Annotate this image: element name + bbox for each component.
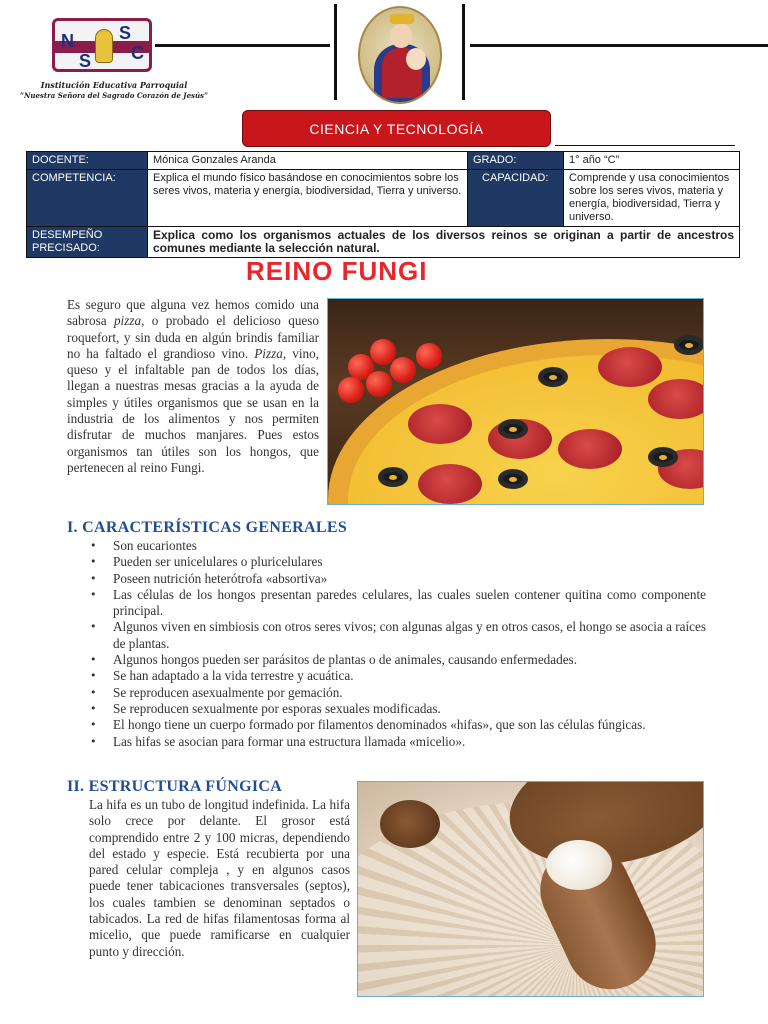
subject-rule [555,145,735,146]
logo-letter-s: S [119,23,132,43]
list-item: • Las células de los hongos presentan paredes celulares, las cuales suelen contener quitina como componente principal. [90,587,706,620]
desempeno-label [27,227,148,258]
estructura-paragraph: La hifa es un tubo de longitud indefinida. La hifa solo crece por delante. El grosor está comprendido entre 2 y 100 micras, dependiendo del estado y especie. Está recubierta por una pared celular compleja , y en algunos casos puede tener tabicaciones transversales (septos), los cuales tambien se denominan septados o tabicados. La red de hifas filamentosas forma al micelio, que puede ramificarse en cualquier punto y dirección. [89,797,350,959]
logo-letter-s2: S [79,51,92,71]
list-item: • Se han adaptado a la vida terrestre y acuática. [90,668,706,684]
header-rule-left [155,44,330,47]
logo-letter-c: C [131,43,144,63]
section-heading-caracteristicas: I. CARACTERÍSTICAS GENERALES [67,519,348,536]
course-info-table [26,151,740,258]
virgin-medallion-icon [358,6,442,104]
logo-letter-n: N [61,31,74,51]
intro-paragraph: Es seguro que alguna vez hemos comido una sabrosa pizza, o probado el delicioso queso roquefort, y sin duda en algún brindis familiar no ha faltado el grandioso vino. Pizza, vino, queso y el infaltable pan de todos los días, llegan a nuestras mesas gracias a la ayuda de simples y útiles organismos que se usan en la industria de los alimentos y nos permiten disfrutar de muchos manjares. Pues estos organismos tan útiles son los hongos, que pertenecen al reino Fungi. [67,297,319,475]
grado-value: 1° año “C” [564,152,740,170]
institution-fullname: “Nuestra Señora del Sagrado Corazón de Jesús” [19,91,209,100]
list-item: • Son eucariontes [90,538,706,554]
institution-name: Institución Educativa Parroquial [40,80,188,90]
list-item: • Poseen nutrición heterótrofa «absortiva» [90,571,706,587]
page-title: REINO FUNGI [246,256,428,286]
desempeno-label-line1: DESEMPEÑO [32,229,103,241]
capacidad-value: Comprende y usa conocimientos sobre los seres vivos, materia y energía, biodiversidad, Tierra y universo. [564,170,740,227]
mushroom-image [357,781,704,997]
section-heading-estructura: II. ESTRUCTURA FÚNGICA [67,778,283,795]
grado-label: GRADO: [468,152,564,170]
list-item: • Pueden ser unicelulares o pluricelulares [90,554,706,570]
header-divider-left [334,4,337,100]
list-item: • Las hifas se asocian para formar una estructura llamada «micelio». [90,734,706,750]
competencia-label: COMPETENCIA: [27,170,148,227]
characteristics-list [90,538,706,750]
pizza-image [327,298,704,505]
header-divider-right [462,4,465,100]
list-item: • Algunos viven en simbiosis con otros seres vivos; con algunas algas y en otros casos, el hongo se asocia a raíces de plantas. [90,619,706,652]
docente-value: Mónica Gonzales Aranda [148,152,468,170]
crest-icon [95,29,113,63]
desempeno-value: Explica como los organismos actuales de los diversos reinos se originan a partir de ancestros comunes mediante la selección natural. [148,227,740,258]
list-item: • Se reproducen asexualmente por gemación. [90,685,706,701]
pizza-italic-1: pizza [113,313,142,329]
desempeno-label-line2: PRECISADO: [32,242,100,254]
pizza-italic-2: Pizza [254,345,283,361]
list-item: • Se reproducen sexualmente por esporas sexuales modificadas. [90,701,706,717]
list-item: • Algunos hongos pueden ser parásitos de plantas o de animales, causando enfermedades. [90,652,706,668]
subject-banner: CIENCIA Y TECNOLOGÍA [242,110,551,147]
docente-label: DOCENTE: [27,152,148,170]
competencia-value: Explica el mundo físico basándose en conocimientos sobre los seres vivos, materia y energía, biodiversidad, Tierra y universo. [148,170,468,227]
capacidad-label: CAPACIDAD: [468,170,564,227]
header-rule-right [470,44,768,47]
list-item: • El hongo tiene un cuerpo formado por filamentos denominados «hifas», que son las células fúngicas. [90,717,706,733]
school-logo [52,18,152,72]
